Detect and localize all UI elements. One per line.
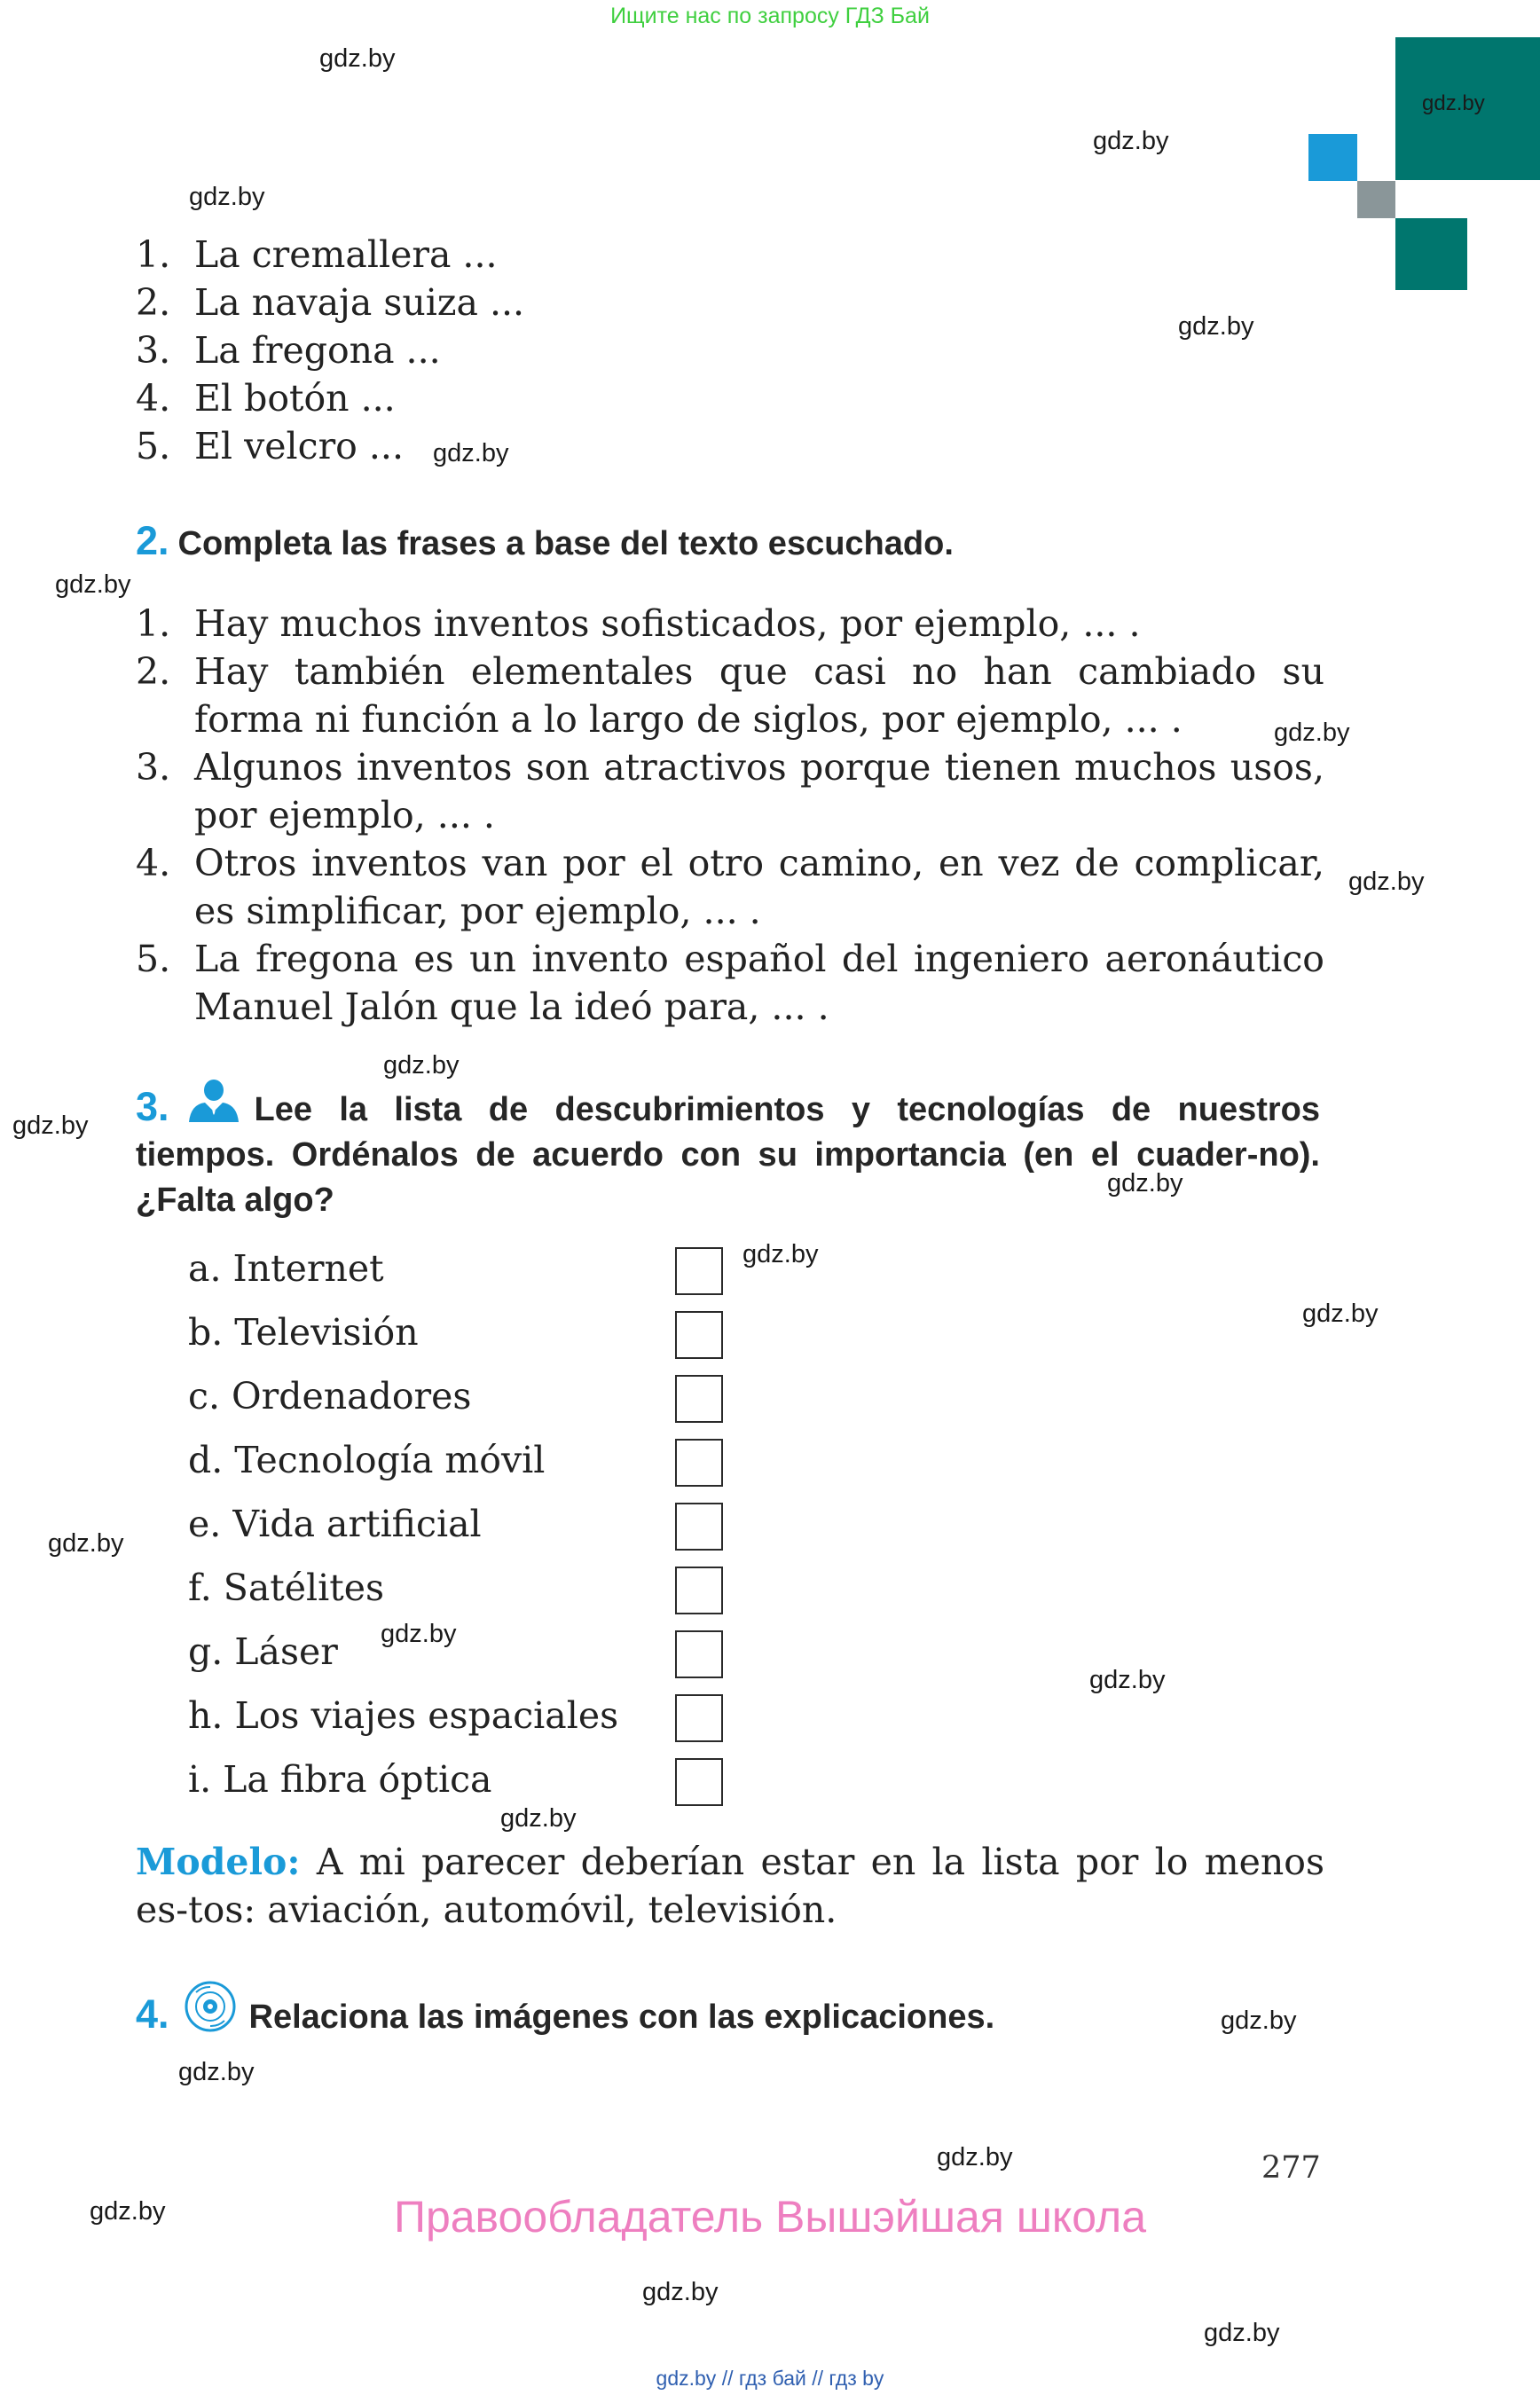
exercise-2-heading [136,518,1320,567]
option-item: d. Tecnología móvil [188,1439,546,1481]
watermark: gdz.by [383,1051,460,1080]
item-text: Otros inventos van por el otro camino, en vez de complicar, es simplificar, por ejemplo, ... . [194,842,1324,932]
rank-box[interactable] [675,1567,723,1614]
watermark: gdz.by [178,2058,255,2086]
model-answer [136,1838,1324,1934]
list-item [136,743,1324,839]
item-text: Algunos inventos son atractivos porque tienen muchos usos, por ejemplo, ... . [194,746,1324,836]
watermark: gdz.by [1204,2319,1280,2347]
item-number: 1. [136,602,171,645]
decor-gray-square [1357,181,1395,218]
rank-box[interactable] [675,1439,723,1487]
watermark: gdz.by [1089,1666,1166,1694]
item-text: El botón ... [194,377,396,420]
rank-box[interactable] [675,1247,723,1295]
rank-box[interactable] [675,1375,723,1423]
footer-links[interactable]: gdz.by // гдз бай // гдз by [656,2367,884,2390]
exercise-2-list [136,600,1324,1031]
option-item: i. La fibra óptica [188,1758,492,1801]
watermark: gdz.by [1093,127,1169,155]
item-text: Hay muchos inventos sofisticados, por ejemplo, ... . [194,602,1141,645]
list-item [136,839,1324,935]
watermark: gdz.by [433,439,509,467]
item-number: 4. [136,377,171,420]
item-number: 2. [136,281,171,324]
exercise-title: Completa las frases a base del texto escuchado. [177,525,954,562]
exercise-number: 2. [136,518,169,563]
item-text: El velcro ... [194,425,404,467]
watermark: gdz.by [381,1620,457,1648]
list-item [136,374,1324,422]
watermark: gdz.by [642,2278,719,2306]
rank-box[interactable] [675,1503,723,1551]
copyright-notice: Правообладатель Вышэйшая школа [394,2192,1146,2242]
cd-audio-icon [184,1980,237,2033]
rank-box[interactable] [675,1311,723,1359]
watermark: gdz.by [48,1529,124,1558]
watermark: gdz.by [319,44,396,73]
item-number: 4. [136,842,171,884]
watermark: gdz.by [1107,1169,1183,1198]
item-text: La navaja suiza ... [194,281,525,324]
list-item [136,422,1324,470]
item-text: Hay también elementales que casi no han cambiado su forma ni función a lo largo de siglos, por ejemplo, ... . [194,650,1324,741]
rank-box[interactable] [675,1630,723,1678]
list-item [136,935,1324,1031]
option-item: a. Internet [188,1247,384,1290]
exercise-number: 4. [136,1991,169,2037]
watermark: gdz.by [12,1111,89,1140]
model-text: A mi parecer deberían estar en la lista por lo menos es-tos: aviación, automóvil, televisión. [136,1841,1324,1931]
invention-list [136,231,1324,470]
item-number: 2. [136,650,171,693]
item-number: 1. [136,233,171,276]
item-text: La fregona es un invento español del ingeniero aeronáutico Manuel Jalón que la ideó para, ... . [194,938,1324,1028]
decor-teal-small [1395,218,1467,290]
rank-box[interactable] [675,1694,723,1742]
watermark: gdz.by [1348,868,1425,896]
option-item: f. Satélites [188,1567,385,1609]
item-text: La fregona ... [194,329,441,372]
watermark: gdz.by [742,1240,819,1268]
list-item [136,326,1324,374]
item-number: 3. [136,746,171,789]
exercise-3-heading [136,1078,1320,1223]
watermark: gdz.by [1302,1300,1379,1328]
item-text: La cremallera ... [194,233,498,276]
list-item [136,648,1324,743]
top-banner: Ищите нас по запросу ГДЗ Бай [610,4,930,28]
watermark: gdz.by [189,183,265,211]
watermark: gdz.by [937,2143,1013,2171]
option-item: c. Ordenadores [188,1375,472,1417]
watermark: gdz.by [1221,2006,1297,2035]
option-item: g. Láser [188,1630,338,1673]
model-label: Modelo: [136,1841,301,1883]
decor-blue-square [1308,134,1357,181]
watermark: gdz.by [1422,91,1485,115]
watermark: gdz.by [1274,719,1350,747]
exercise-title: Relaciona las imágenes con las explicaciones. [248,1999,995,2036]
exercise-number: 3. [136,1084,169,1129]
option-item: b. Televisión [188,1311,419,1354]
list-item [136,279,1324,326]
item-number: 5. [136,938,171,980]
exercise-4-heading [136,1980,1320,2040]
person-icon [185,1078,242,1124]
list-item [136,600,1324,648]
watermark: gdz.by [1178,312,1254,341]
watermark: gdz.by [55,570,131,599]
watermark: gdz.by [90,2197,166,2226]
item-number: 5. [136,425,171,467]
option-item: h. Los viajes espaciales [188,1694,619,1737]
list-item [136,231,1324,279]
page-number: 277 [1261,2150,1321,2186]
exercise-title: Lee la lista de descubrimientos y tecnologías de nuestros tiempos. Ordénalos de acuerdo con su importancia (en el cuader-no). ¿Falta algo? [136,1091,1320,1219]
item-number: 3. [136,329,171,372]
watermark: gdz.by [500,1804,577,1833]
option-item: e. Vida artificial [188,1503,482,1545]
rank-box[interactable] [675,1758,723,1806]
